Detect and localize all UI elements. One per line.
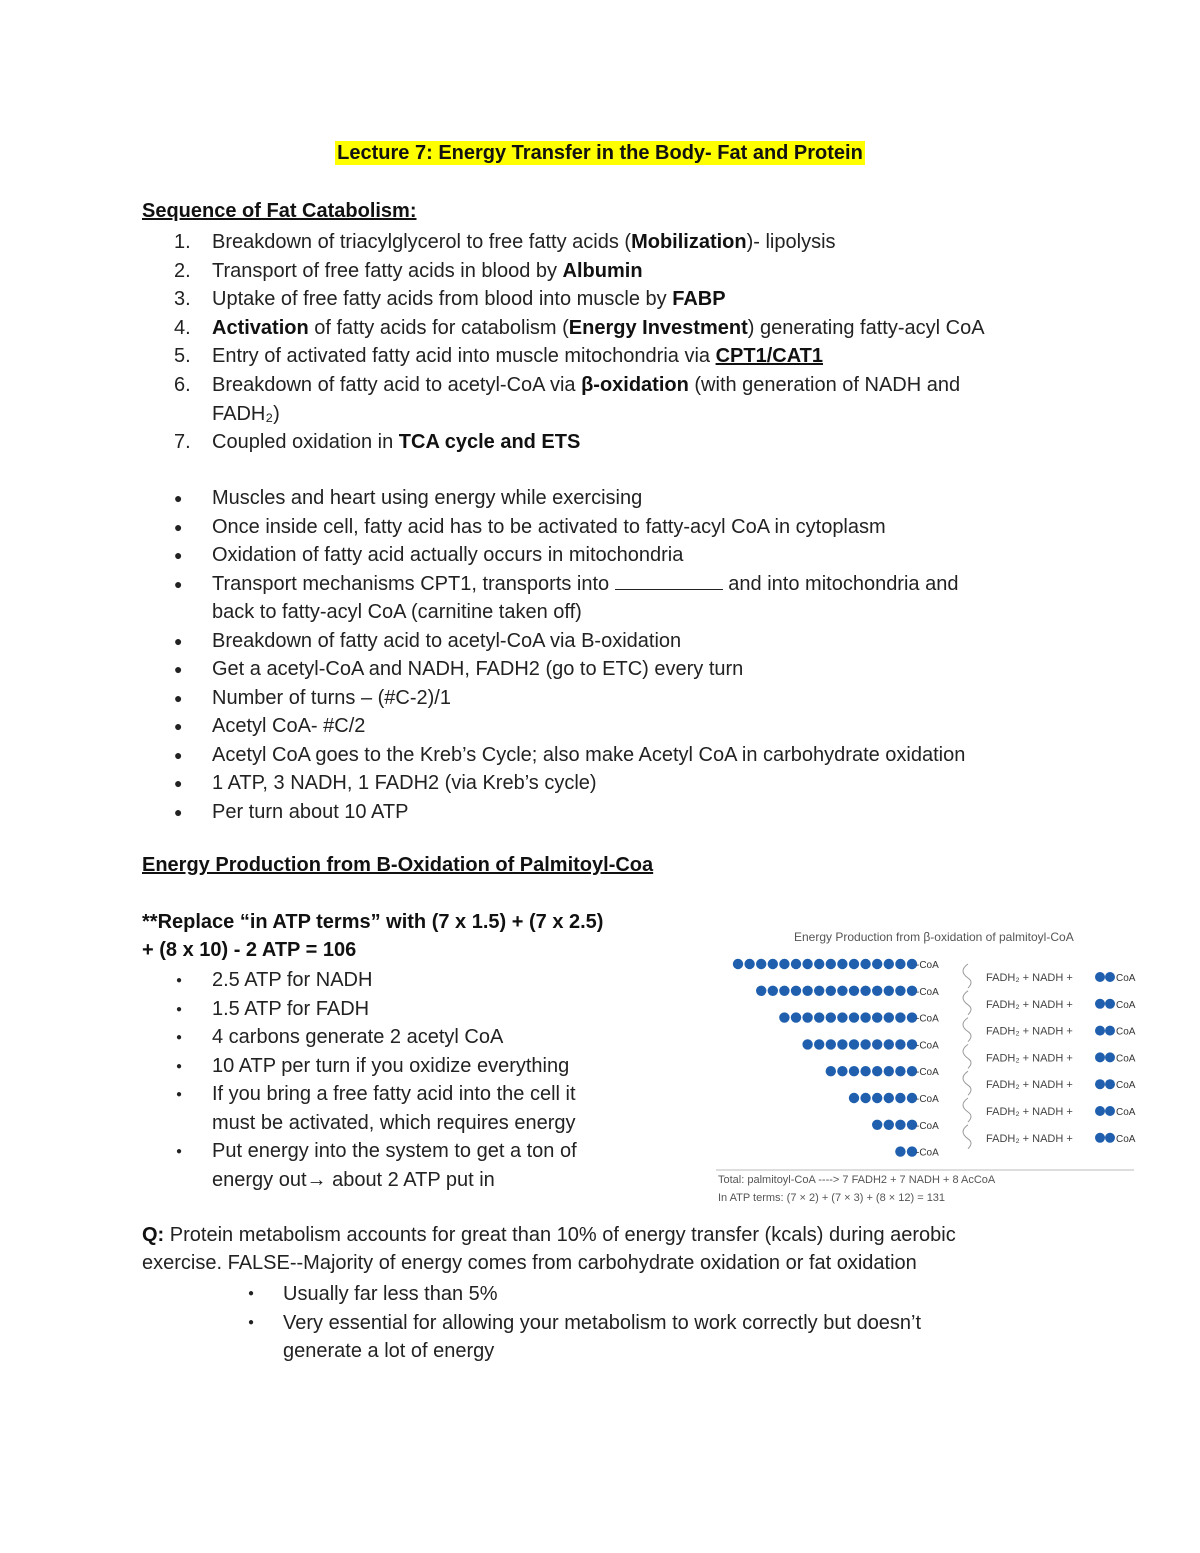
carbon-dot xyxy=(802,1039,812,1049)
step-text-part: Energy Investment xyxy=(568,316,748,339)
bullet-text: 2.5 ATP for NADH xyxy=(212,969,373,991)
carbon-dot xyxy=(895,1093,905,1103)
carbon-dot xyxy=(895,986,905,996)
bullet-text: 1.5 ATP for FADH xyxy=(212,997,370,1020)
carbon-dot xyxy=(826,986,836,996)
carbon-dot xyxy=(884,1039,894,1049)
reaction-arrow xyxy=(963,1125,971,1149)
products-label: FADH₂ + NADH + xyxy=(986,972,1073,984)
carbon-dot xyxy=(860,1012,870,1022)
carbon-dot xyxy=(837,1066,847,1076)
carbon-dot xyxy=(860,1066,870,1076)
bullet-text: back to fatty-acyl CoA (carnitine taken off) xyxy=(212,601,582,623)
step-text-part: FADH₂) xyxy=(212,402,280,425)
step-text-part: TCA cycle and ETS xyxy=(398,431,581,454)
replace-note-line2: + (8 x 10) - 2 ATP = 106 xyxy=(142,939,357,961)
carbon-dot xyxy=(884,1012,894,1022)
carbon-dot xyxy=(791,959,801,969)
product-coa-label: CoA xyxy=(1116,1080,1136,1092)
product-coa-label: CoA xyxy=(1116,1053,1136,1065)
step-number: 5. xyxy=(174,345,191,368)
bullet-text: Number of turns – (#C-2)/1 xyxy=(212,686,451,709)
carbon-dot xyxy=(756,959,766,969)
step-text-part: CPT1/CAT1 xyxy=(715,345,823,368)
carbon-dot xyxy=(860,986,870,996)
carbon-dot xyxy=(826,1039,836,1049)
coa-label: -CoA xyxy=(916,986,939,998)
coa-label: -CoA xyxy=(916,1120,939,1132)
bullet-dot: ● xyxy=(176,975,183,986)
step-text xyxy=(212,228,836,256)
section-heading-fat-catabolism: Sequence of Fat Catabolism: xyxy=(142,200,417,222)
carbon-dot xyxy=(791,986,801,996)
acetyl-dot xyxy=(1105,1133,1115,1143)
carbon-dot xyxy=(860,959,870,969)
reaction-arrow xyxy=(963,1071,971,1095)
bullet-text: 10 ATP per turn if you oxidize everything xyxy=(212,1054,570,1077)
carbon-dot xyxy=(884,1066,894,1076)
question-line2: exercise. FALSE--Majority of energy comes from carbohydrate oxidation or fat oxidation xyxy=(142,1252,917,1274)
step-text-part: ) generating fatty-acyl CoA xyxy=(747,316,985,339)
carbon-dot xyxy=(895,1146,905,1156)
bullet-dot: ● xyxy=(174,632,183,649)
bullet-dot: ● xyxy=(174,775,183,791)
carbon-dot xyxy=(849,1093,859,1103)
question-label: Q: xyxy=(142,1224,165,1246)
bullet-text: energy out→ about 2 ATP put in xyxy=(212,1168,495,1191)
bullet-text: 4 carbons generate 2 acetyl CoA xyxy=(212,1026,504,1048)
bullet-dot: ● xyxy=(174,661,183,677)
carbon-dot xyxy=(826,1012,836,1022)
acetyl-dot xyxy=(1095,1052,1105,1062)
carbon-dot xyxy=(837,1012,847,1022)
product-coa-label: CoA xyxy=(1116,973,1136,984)
carbon-dot xyxy=(779,959,789,969)
step-text xyxy=(212,428,580,456)
bullet-text: Usually far less than 5% xyxy=(283,1283,498,1305)
step-text-part: Entry of activated fatty acid into muscle mitochondria via xyxy=(212,345,716,368)
step-text-part: )- lipolysis xyxy=(746,231,836,253)
bullet-text: generate a lot of energy xyxy=(283,1340,495,1362)
step-text xyxy=(212,257,643,285)
figure-title: Energy Production from β-oxidation of palmitoyl-CoA xyxy=(794,930,1074,944)
carbon-dot xyxy=(733,959,743,969)
acetyl-dot xyxy=(1105,999,1115,1009)
carbon-dot xyxy=(872,986,882,996)
product-coa-label: CoA xyxy=(1116,999,1136,1011)
question-line1 xyxy=(142,1224,956,1247)
bullet-text: must be activated, which requires energy xyxy=(212,1111,576,1134)
reaction-arrow xyxy=(963,1044,971,1068)
products-label: FADH₂ + NADH + xyxy=(986,1052,1073,1065)
acetyl-dot xyxy=(1105,972,1115,982)
step-text xyxy=(212,314,985,342)
bullet-dot: ● xyxy=(174,718,183,734)
figure-footer-total: Total: palmitoyl-CoA ----> 7 FADH2 + 7 NADH + 8 AcCoA xyxy=(718,1174,996,1186)
bullet-text: Per turn about 10 ATP xyxy=(212,800,409,823)
carbon-dot xyxy=(895,1012,905,1022)
step-number: 2. xyxy=(174,259,191,282)
carbon-dot xyxy=(872,959,882,969)
carbon-dot xyxy=(837,986,847,996)
reaction-arrow xyxy=(963,991,971,1015)
figure-diagram xyxy=(716,948,1136,1178)
acetyl-dot xyxy=(1095,1106,1105,1116)
carbon-dot xyxy=(826,959,836,969)
step-text-part: FABP xyxy=(672,288,726,311)
replace-note-line1: **Replace “in ATP terms” with (7 x 1.5) + (7 x 2.5) xyxy=(142,911,604,933)
carbon-dot xyxy=(895,1120,905,1130)
carbon-dot xyxy=(826,1066,836,1076)
carbon-dot xyxy=(872,1093,882,1103)
bullet-dot: ● xyxy=(174,518,183,535)
carbon-dot xyxy=(884,959,894,969)
bullet-text: Transport mechanisms CPT1, transports into and into mitochondria and xyxy=(212,572,959,595)
coa-label: -CoA xyxy=(916,1067,939,1079)
section-heading-energy-production: Energy Production from B-Oxidation of Palmitoyl-Coa xyxy=(142,854,654,876)
carbon-dot xyxy=(791,1012,801,1022)
carbon-dot xyxy=(814,986,824,996)
bullet-text: Breakdown of fatty acid to acetyl-CoA via B-oxidation xyxy=(212,629,682,652)
carbon-dot xyxy=(849,959,859,969)
bullet-dot: ● xyxy=(248,1288,255,1299)
coa-label: -CoA xyxy=(916,960,939,971)
step-text xyxy=(212,285,726,313)
question-text: Protein metabolism accounts for great than 10% of energy transfer (kcals) during aerobic xyxy=(164,1224,956,1246)
carbon-dot xyxy=(814,1039,824,1049)
coa-label: -CoA xyxy=(916,1013,939,1025)
carbon-dot xyxy=(895,1066,905,1076)
figure-footer-atp: In ATP terms: (7 × 2) + (7 × 3) + (8 × 12) = 131 xyxy=(718,1192,946,1204)
bullet-text: Muscles and heart using energy while exercising xyxy=(212,487,643,509)
carbon-dot xyxy=(884,1093,894,1103)
products-label: FADH₂ + NADH + xyxy=(986,1132,1073,1145)
product-coa-label: CoA xyxy=(1116,1107,1136,1118)
carbon-dot xyxy=(744,959,754,969)
bullet-text: If you bring a free fatty acid into the cell it xyxy=(212,1083,576,1105)
products-label: FADH₂ + NADH + xyxy=(986,1079,1073,1092)
carbon-dot xyxy=(768,986,778,996)
bullet-dot: ● xyxy=(176,1032,183,1043)
step-text-part: of fatty acids for catabolism ( xyxy=(308,316,569,339)
step-text-part: Coupled oxidation in xyxy=(212,431,399,454)
acetyl-dot xyxy=(1095,999,1105,1009)
carbon-dot xyxy=(849,1066,859,1076)
bullet-dot: ● xyxy=(176,1089,183,1100)
bullet-text: Very essential for allowing your metabolism to work correctly but doesn’t xyxy=(283,1311,922,1334)
carbon-dot xyxy=(860,1093,870,1103)
step-text xyxy=(212,342,823,370)
page-title: Lecture 7: Energy Transfer in the Body- Fat and Protein xyxy=(337,142,863,164)
beta-oxidation-figure xyxy=(716,922,1136,1212)
carbon-dot xyxy=(872,1012,882,1022)
step-text-part: Breakdown of triacylglycerol to free fatty acids ( xyxy=(212,231,632,253)
carbon-dot xyxy=(895,1039,905,1049)
bullet-dot: ● xyxy=(174,490,183,506)
bullet-dot: ● xyxy=(174,746,183,763)
step-number: 4. xyxy=(174,316,191,339)
carbon-dot xyxy=(849,986,859,996)
carbon-dot xyxy=(814,959,824,969)
acetyl-dot xyxy=(1105,1079,1115,1089)
carbon-dot xyxy=(802,959,812,969)
coa-label: -CoA xyxy=(916,1040,939,1052)
reaction-arrow xyxy=(963,1018,971,1042)
carbon-dot xyxy=(779,986,789,996)
carbon-dot xyxy=(768,959,778,969)
bullet-text: Acetyl CoA- #C/2 xyxy=(212,715,366,737)
products-label: FADH₂ + NADH + xyxy=(986,1106,1073,1118)
acetyl-dot xyxy=(1095,972,1105,982)
coa-label: -CoA xyxy=(916,1094,939,1105)
acetyl-dot xyxy=(1095,1079,1105,1089)
carbon-dot xyxy=(802,1012,812,1022)
carbon-dot xyxy=(837,959,847,969)
carbon-dot xyxy=(860,1039,870,1049)
bullet-text: Get a acetyl-CoA and NADH, FADH2 (go to ETC) every turn xyxy=(212,658,744,680)
carbon-dot xyxy=(814,1012,824,1022)
bullet-text: 1 ATP, 3 NADH, 1 FADH2 (via Kreb’s cycle) xyxy=(212,772,597,794)
step-text-part: Transport of free fatty acids in blood by xyxy=(212,259,563,282)
product-coa-label: CoA xyxy=(1116,1133,1136,1145)
bullet-text: Once inside cell, fatty acid has to be activated to fatty-acyl CoA in cytoplasm xyxy=(212,515,886,538)
acetyl-dot xyxy=(1105,1106,1115,1116)
step-number: 1. xyxy=(174,231,191,253)
step-text-part: β-oxidation xyxy=(581,374,689,396)
bullet-dot: ● xyxy=(174,689,183,706)
coa-label: -CoA xyxy=(916,1147,939,1159)
step-number: 6. xyxy=(174,374,191,396)
carbon-dot xyxy=(849,1012,859,1022)
step-text-part: Mobilization xyxy=(631,231,747,253)
bullet-dot: ● xyxy=(176,1060,183,1072)
step-number: 7. xyxy=(174,431,191,454)
acetyl-dot xyxy=(1095,1026,1105,1036)
carbon-dot xyxy=(884,986,894,996)
bullet-dot: ● xyxy=(174,803,183,820)
bullet-dot: ● xyxy=(176,1003,183,1015)
carbon-dot xyxy=(895,959,905,969)
bullet-text: Put energy into the system to get a ton of xyxy=(212,1140,577,1162)
carbon-dot xyxy=(837,1039,847,1049)
step-number: 3. xyxy=(174,288,191,311)
reaction-arrow xyxy=(963,964,971,988)
carbon-dot xyxy=(872,1066,882,1076)
step-text xyxy=(212,371,960,399)
step-text-part: Breakdown of fatty acid to acetyl-CoA via xyxy=(212,374,582,396)
acetyl-dot xyxy=(1105,1026,1115,1036)
step-text-part: Uptake of free fatty acids from blood into muscle by xyxy=(212,288,673,311)
products-label: FADH₂ + NADH + xyxy=(986,1025,1073,1038)
bullet-dot: ● xyxy=(174,547,183,563)
bullet-dot: ● xyxy=(174,575,183,592)
carbon-dot xyxy=(849,1039,859,1049)
carbon-dot xyxy=(756,986,766,996)
carbon-dot xyxy=(884,1120,894,1130)
reaction-arrow xyxy=(963,1098,971,1122)
bullet-dot: ● xyxy=(248,1316,255,1328)
step-text xyxy=(212,400,280,428)
carbon-dot xyxy=(872,1039,882,1049)
carbon-dot xyxy=(802,986,812,996)
acetyl-dot xyxy=(1105,1052,1115,1062)
product-coa-label: CoA xyxy=(1116,1026,1136,1038)
fill-in-blank xyxy=(615,571,723,590)
acetyl-dot xyxy=(1095,1133,1105,1143)
bullet-dot: ● xyxy=(176,1146,183,1157)
carbon-dot xyxy=(779,1012,789,1022)
bullet-text: Acetyl CoA goes to the Kreb’s Cycle; also make Acetyl CoA in carbohydrate oxidation xyxy=(212,743,966,766)
step-text-part: Activation xyxy=(212,316,309,339)
products-label: FADH₂ + NADH + xyxy=(986,998,1073,1011)
bullet-text: Oxidation of fatty acid actually occurs in mitochondria xyxy=(212,544,684,566)
carbon-dot xyxy=(872,1120,882,1130)
step-text-part: (with generation of NADH and xyxy=(688,374,961,396)
step-text-part: Albumin xyxy=(562,259,643,282)
